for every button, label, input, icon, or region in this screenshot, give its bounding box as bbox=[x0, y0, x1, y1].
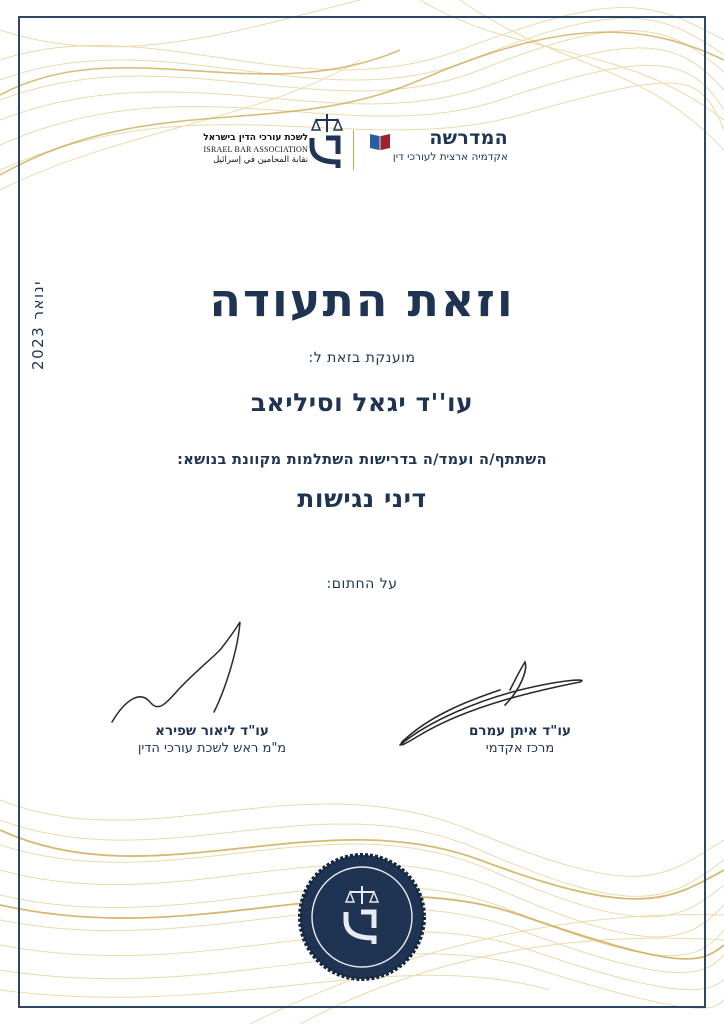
course-subject: דיני נגישות bbox=[297, 484, 427, 513]
bar-english-name: ISRAEL BAR ASSOCIATION bbox=[203, 145, 308, 154]
signatory-left bbox=[112, 722, 312, 758]
recipient-name: עו''ד יגאל וסיליאב bbox=[250, 388, 474, 417]
awarded-to-label: מוענקת בזאת ל: bbox=[308, 350, 416, 366]
madrasha-name: המדרשה bbox=[429, 127, 508, 149]
bar-association-seal bbox=[297, 852, 427, 982]
signatory-left-name: עו"ד ליאור שפירא bbox=[155, 723, 269, 739]
signatory-right-role: מרכז אקדמי bbox=[485, 741, 555, 756]
signatory-right-name: עו"ד איתן עמרם bbox=[469, 723, 571, 739]
madrasha-tagline: אקדמיה ארצית לעורכי דין bbox=[392, 151, 508, 163]
signatory-left-role: מ"מ ראש לשכת עורכי הדין bbox=[137, 741, 287, 756]
signed-label: על החתום: bbox=[326, 576, 398, 592]
signatory-right bbox=[430, 722, 610, 758]
certificate-title: וזאת התעודה bbox=[209, 273, 515, 327]
date-text: ינואר 2023 bbox=[29, 280, 47, 370]
participation-text: השתתף/ה ועמד/ה בדרישות השתלמות מקוונת בנושא: bbox=[177, 452, 547, 468]
bar-arabic-name: نقابة المحامين في إسرائيل bbox=[213, 155, 308, 165]
bar-hebrew-name: לשכת עורכי הדין בישראל bbox=[203, 133, 308, 143]
